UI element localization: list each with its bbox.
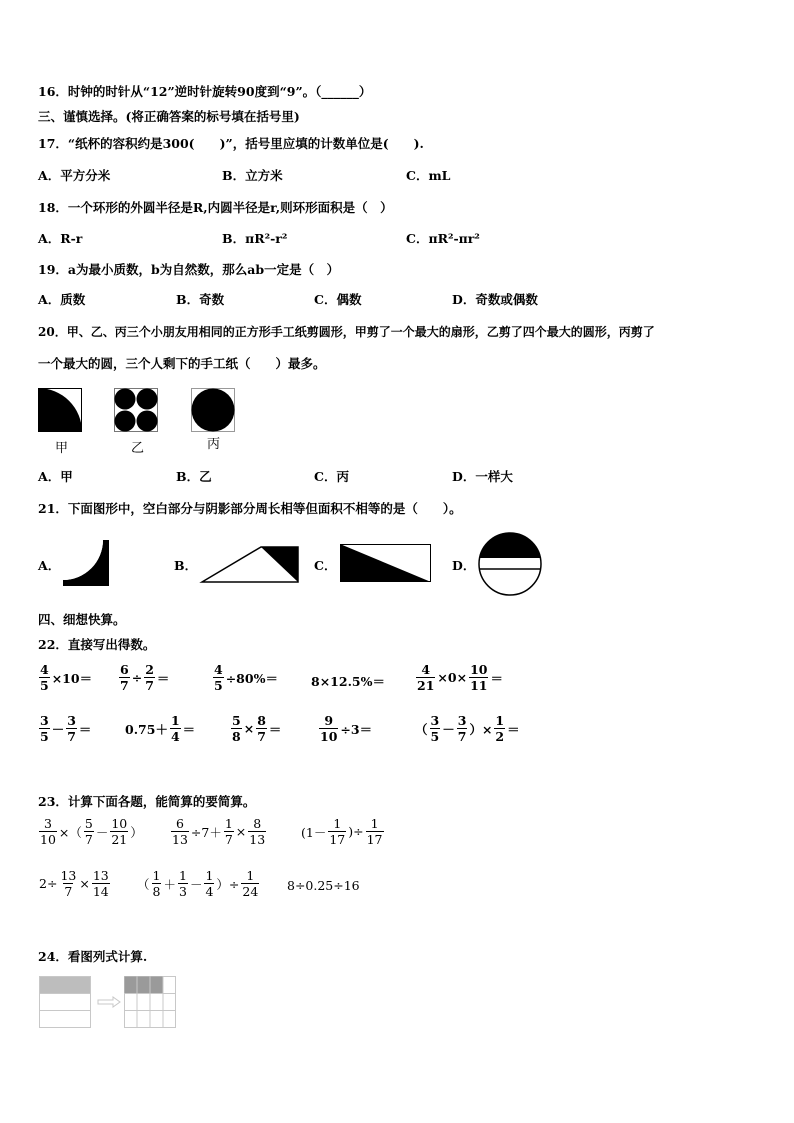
q22-expr-10: （ $\frac{3}{5}$ － $\frac{3}{7}$ ）× $\frac{1}{2}$ ＝ <box>415 713 520 744</box>
q22-expr-2: $\frac{6}{7}$ ÷ $\frac{2}{7}$ ＝ <box>120 662 170 693</box>
q23-expr-5: （ $\frac{1}{8}$ ＋ $\frac{1}{3}$ － $\frac{1}{4}$ ）÷ $\frac{1}{24}$ <box>137 868 259 899</box>
question-20-line-1: 20．甲、乙、丙三个小朋友用相同的正方形手工纸剪圆形，甲剪了一个最大的扇形，乙剪了四个最大的圆形，丙剪了 <box>38 325 655 339</box>
q17-option-b: B．立方米 <box>222 168 283 183</box>
q17-option-c: C．mL <box>406 168 451 183</box>
q19-option-a: A．质数 <box>38 292 86 307</box>
q22-expr-5: $\frac{4}{21}$ ×0× $\frac{10}{11}$ ＝ <box>417 662 503 693</box>
q23-expr-4: 2÷ $\frac{13}{7}$ × $\frac{13}{14}$ <box>39 868 109 899</box>
q19-option-b: B．奇数 <box>176 292 225 307</box>
q21-option-c: C． <box>314 558 337 573</box>
q21-option-d: D． <box>452 558 476 573</box>
question-22: 22．直接写出得数。 <box>38 637 156 652</box>
q20-option-d: D．一样大 <box>452 469 513 484</box>
q18-option-b: B．πR²-r² <box>222 231 288 246</box>
q21-figure-d <box>478 532 542 596</box>
q23-expr-3: (1－ $\frac{1}{17}$ )÷ $\frac{1}{17}$ <box>301 816 383 847</box>
q22-expr-9: $\frac{9}{10}$ ÷3＝ <box>320 713 373 744</box>
q24-figure-whole-bar <box>39 976 91 1028</box>
q22-expr-4: 8×12.5%＝ <box>311 674 385 689</box>
q21-figure-b <box>201 546 299 584</box>
q19-option-c: C．偶数 <box>314 292 362 307</box>
question-20-line-2: 一个最大的圆，三个人剩下的手工纸（ ）最多。 <box>38 356 326 371</box>
q21-option-b: B． <box>174 558 198 573</box>
q20-option-c: C．丙 <box>314 469 349 484</box>
question-17: 17．“纸杯的容积约是300( )”，括号里应填的计数单位是( ). <box>38 136 424 151</box>
q19-option-d: D．奇数或偶数 <box>452 292 538 307</box>
q20-option-b: B．乙 <box>176 469 212 484</box>
q22-expr-6: $\frac{3}{5}$ － $\frac{3}{7}$ ＝ <box>40 713 92 744</box>
figure-yi-four-circles <box>114 388 158 432</box>
figure-label-jia: 甲 <box>55 441 69 456</box>
question-24: 24．看图列式计算. <box>38 949 148 964</box>
arrow-right-icon <box>98 997 120 1007</box>
question-21: 21．下面图形中，空白部分与阴影部分周长相等但面积不相等的是（ ）。 <box>38 501 462 516</box>
figure-bing-circle <box>191 388 235 432</box>
question-16: 16．时钟的时针从“12”逆时针旋转90度到“9”。（______） <box>38 84 372 99</box>
q20-option-a: A．甲 <box>38 469 73 484</box>
figure-label-bing: 丙 <box>207 437 221 452</box>
q23-expr-1: $\frac{3}{10}$ ×（ $\frac{5}{7}$ － $\frac{10}{21}$ ） <box>40 816 143 847</box>
section-3-heading: 三、谨慎选择。(将正确答案的标号填在括号里) <box>38 109 300 124</box>
q22-expr-7: 0.75＋ $\frac{1}{4}$ ＝ <box>125 713 196 744</box>
q23-expr-6: 8÷0.25÷16 <box>287 878 360 893</box>
question-19: 19．a为最小质数，b为自然数，那么ab一定是（ ） <box>38 262 340 277</box>
q24-figure-grid <box>124 976 176 1028</box>
q22-expr-3: $\frac{4}{5}$ ÷80%＝ <box>214 662 278 693</box>
figure-jia-quarter-circle <box>38 388 82 432</box>
q21-option-a: A． <box>38 558 61 573</box>
q21-figure-c <box>340 544 431 582</box>
q21-figure-a <box>63 540 109 586</box>
question-18: 18．一个环形的外圆半径是R,内圆半径是r,则环形面积是（ ） <box>38 200 393 215</box>
q18-option-a: A．R-r <box>38 231 83 246</box>
q18-option-c: C．πR²-πr² <box>406 231 480 246</box>
q22-expr-8: $\frac{5}{8}$ × $\frac{8}{7}$ ＝ <box>232 713 282 744</box>
question-23: 23．计算下面各题，能简算的要简算。 <box>38 794 256 809</box>
q22-expr-1: $\frac{4}{5}$ ×10＝ <box>40 662 93 693</box>
figure-label-yi: 乙 <box>131 441 145 456</box>
section-4-heading: 四、细想快算。 <box>38 612 126 627</box>
q17-option-a: A．平方分米 <box>38 168 111 183</box>
q23-expr-2: $\frac{6}{13}$ ÷7＋ $\frac{1}{7}$ × $\frac{8}{13}$ <box>172 816 266 847</box>
